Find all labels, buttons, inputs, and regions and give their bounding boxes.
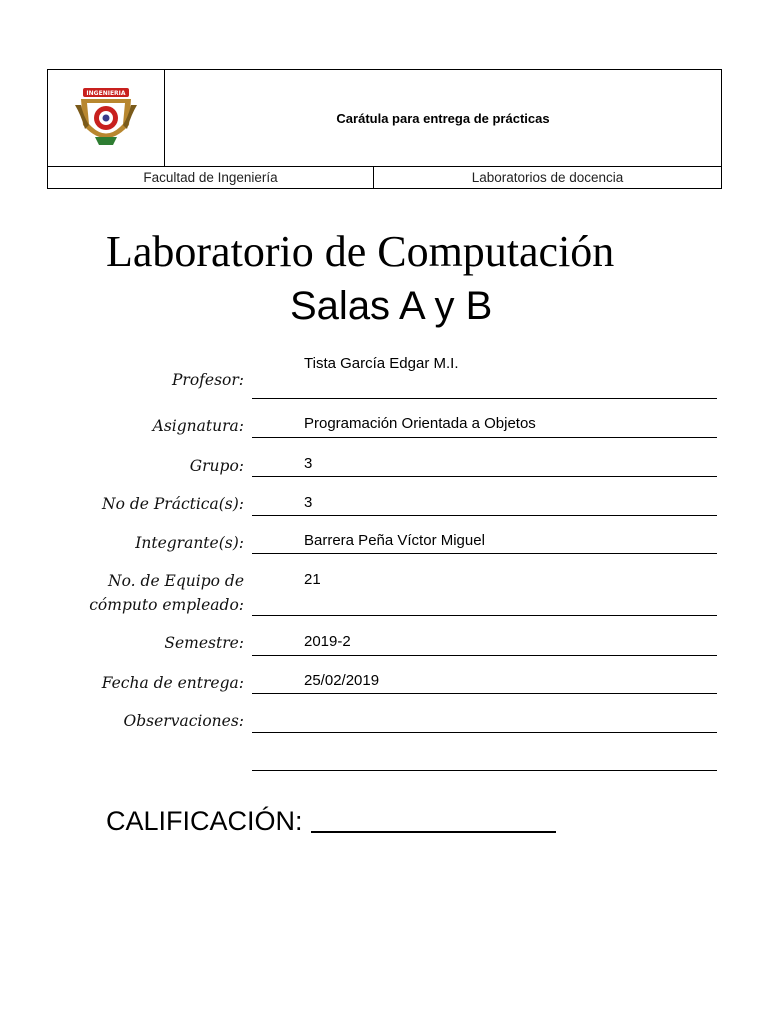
grade-section	[106, 806, 556, 837]
observaciones-line-2	[252, 770, 717, 771]
fecha-line	[252, 693, 717, 694]
fecha-label: Fecha de entrega:	[101, 674, 244, 692]
observaciones-line	[252, 732, 717, 733]
integrantes-value: Barrera Peña Víctor Miguel	[304, 532, 485, 549]
svg-text:INGENIERIA: INGENIERIA	[86, 90, 126, 97]
grupo-label: Grupo:	[189, 457, 244, 475]
semestre-label: Semestre:	[164, 634, 244, 652]
asignatura-line	[252, 437, 717, 438]
profesor-label: Profesor:	[172, 371, 244, 389]
lab-subtitle: Salas A y B	[290, 284, 493, 328]
faculty-logo-icon	[71, 85, 141, 151]
asignatura-value: Programación Orientada a Objetos	[304, 415, 536, 432]
document-title: Carátula para entrega de prácticas	[336, 110, 550, 126]
grupo-value: 3	[304, 455, 313, 472]
fecha-value: 25/02/2019	[304, 672, 380, 689]
header-subrow	[48, 166, 721, 188]
equipo-label: No. de Equipo de	[108, 572, 244, 590]
semestre-value: 2019-2	[304, 633, 351, 650]
practica-value: 3	[304, 494, 313, 511]
lab-title: Laboratorio de Computación	[106, 227, 615, 276]
logo-cell	[48, 70, 165, 166]
labs-name: Laboratorios de docencia	[471, 170, 624, 185]
integrantes-label: Integrante(s):	[135, 534, 244, 552]
observaciones-label: Observaciones:	[123, 712, 244, 730]
faculty-name: Facultad de Ingeniería	[48, 167, 374, 188]
practica-label: No de Práctica(s):	[102, 495, 244, 513]
grade-label: CALIFICACIÓN:	[106, 806, 303, 836]
header-table	[47, 69, 722, 189]
integrantes-line	[252, 553, 717, 554]
grade-line	[311, 831, 556, 833]
equipo-value: 21	[304, 571, 321, 588]
asignatura-label: Asignatura:	[152, 417, 244, 435]
profesor-line	[252, 398, 717, 399]
grupo-line	[252, 476, 717, 477]
practica-line	[252, 515, 717, 516]
semestre-line	[252, 655, 717, 656]
equipo-line	[252, 615, 717, 616]
profesor-value: Tista García Edgar M.I.	[304, 355, 459, 372]
equipo-label-2: cómputo empleado:	[89, 596, 244, 614]
